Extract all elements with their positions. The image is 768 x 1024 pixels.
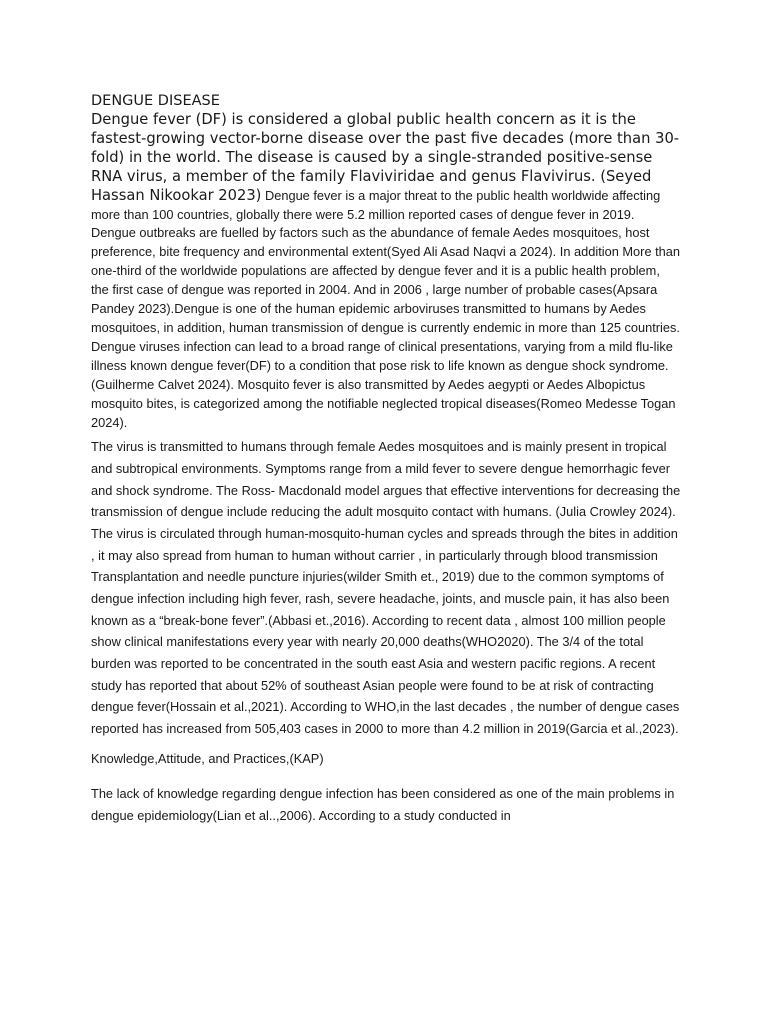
body-paragraph-transmission: The virus is transmitted to humans through female Aedes mosquitoes and is mainly present in tropical and subtropical environments. Symptoms range from a mild fever to severe dengue hemorrhagic fever and shock syndrome. The Ross- Macdonald model argues that effective interventions for decreasing the transmission of dengue include reducing the adult mosquito contact with humans. (Julia Crowley 2024). The virus is circulated through human-mosquito-human cycles and spreads through the bites in addition , it may also spread from human to human without carrier , in particularly through blood transmission Transplantation and needle puncture injuries(wilder Smith et., 2019) due to the common symptoms of dengue infection including high fever, rash, severe headache, joints, and muscle pain, it has also been known as a “break-bone fever”.(Abbasi et.,2016). According to recent data , almost 100 million people show clinical manifestations every year with nearly 20,000 deaths(WHO2020). The 3/4 of the total burden was reported to be concentrated in the south east Asia and western pacific regions. A recent study has reported that about 52% of southeast Asian people were found to be at risk of contracting dengue fever(Hossain et al.,2021). According to WHO,in the last decades , the number of dengue cases reported has increased from 505,403 cases in 2000 to more than 4.2 million in 2019(Garcia et al.,2023). xyxy=(91,439,681,736)
intro-large-text: Dengue fever (DF) is considered a global public health concern as it is the fastest-growing vector-borne disease over the past five decades (more than 30-fold) in the world. The disease is caused by a single-stranded positive-sense RNA virus, a member of the family Flaviviridae and genus Flavivirus. (Seyed Hassan Nikookar 2023) xyxy=(91,111,680,204)
intro-body-text: Dengue fever is a major threat to the public health worldwide affecting more than 100 countries, globally there were 5.2 million reported cases of dengue fever in 2019. Dengue outbreaks are fuelled by factors such as the abundance of female Aedes mosquitoes, host preference, bite frequency and environmental extent(Syed Ali Asad Naqvi a 2024). In addition More than one-third of the worldwide populations are affected by dengue fever and it is a public health problem, the first case of dengue was reported in 2004. And in 2006 , large number of probable cases(Apsara Pandey 2023).Dengue is one of the human epidemic arboviruses transmitted to humans by Aedes mosquitoes, in addition, human transmission of dengue is currently endemic in more than 125 countries. Dengue viruses infection can lead to a broad range of clinical presentations, varying from a mild flu-like illness known dengue fever(DF) to a condition that pose risk to life known as dengue shock syndrome. (Guilherme Calvet 2024). Mosquito fever is also transmitted by Aedes aegypti or Aedes Albopictus mosquito bites, is categorized among the notifiable neglected tropical diseases(Romeo Medesse Togan 2024). xyxy=(91,187,681,430)
document-page xyxy=(91,92,681,827)
document-title: DENGUE DISEASE xyxy=(91,93,220,109)
section-subheading-kap: Knowledge,Attitude, and Practices,(KAP) xyxy=(91,750,324,766)
body-paragraph-knowledge: The lack of knowledge regarding dengue infection has been considered as one of the main problems in dengue epidemiology(Lian et al..,2006). According to a study conducted in xyxy=(91,785,675,823)
intro-paragraph xyxy=(91,111,681,432)
